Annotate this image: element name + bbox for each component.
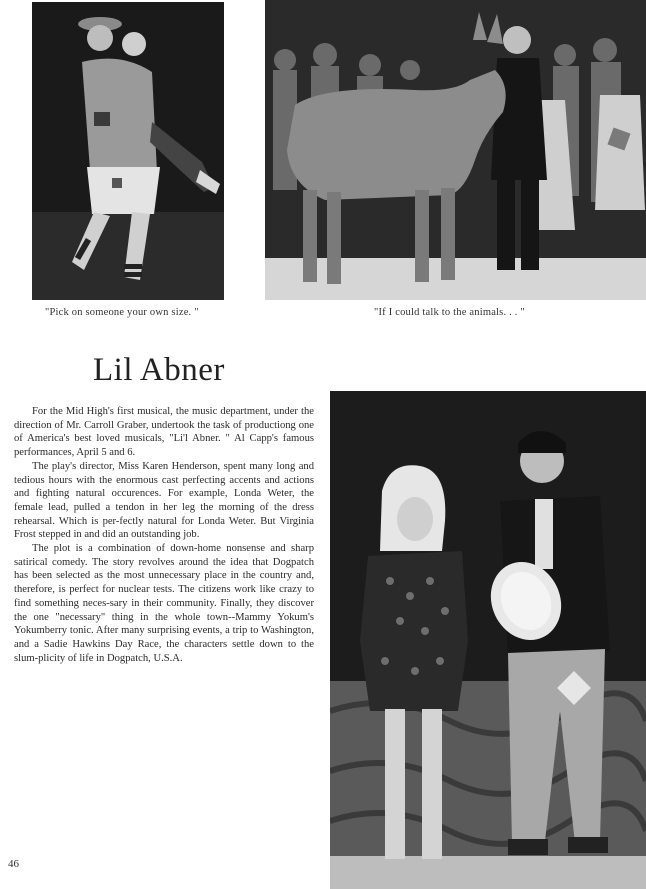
photo-tumbling-performers <box>32 2 224 300</box>
article-paragraph: The plot is a combination of down-home nonsense and sharp satirical comedy. The story revolves around the idea that Dogpatch has been selected as the most unnecessary place in the country and, therefore, is perfect for nuclear tests. The citizens work like crazy to find something neces-sary in their community. Finally, they discover the one "necessary" thing in the whole town--Mammy Yokum's Yokumberry tonic. After many surprising events, a trip to Washington, and a Sadie Hawkins Day Race, the characters settle down to the slum-plicity of life in Dogpatch, U.S.A. <box>14 543 314 664</box>
article-body <box>14 405 314 665</box>
photo-donkey-on-stage <box>265 0 646 300</box>
article-paragraph: For the Mid High's first musical, the music department, under the direction of Mr. Carroll Graber, undertook the task of productiong one of America's best loved musicals, "Li'l Abner. " Al Capp's famous performances, April 5 and 6. <box>14 406 314 459</box>
page-number: 46 <box>8 858 19 870</box>
article-paragraph: The play's director, Miss Karen Henderson, spent many long and tedious hours with the enormous cast perfecting accents and actions and fighting natural occurences. For example, Londa Weter, the female lead, pulled a tendon in her leg the morning of the dress rehearsal. Which is per-fectly natural for Londa Weter. But Virginia Frost stepped in and did an outstanding job. <box>14 460 314 541</box>
caption-pick-on-someone: "Pick on someone your own size. " <box>45 307 199 318</box>
caption-talk-to-animals: "If I could talk to the animals. . . " <box>374 307 525 318</box>
photo-daisy-mae-and-abner <box>330 391 646 889</box>
page-title: Lil Abner <box>93 352 225 388</box>
